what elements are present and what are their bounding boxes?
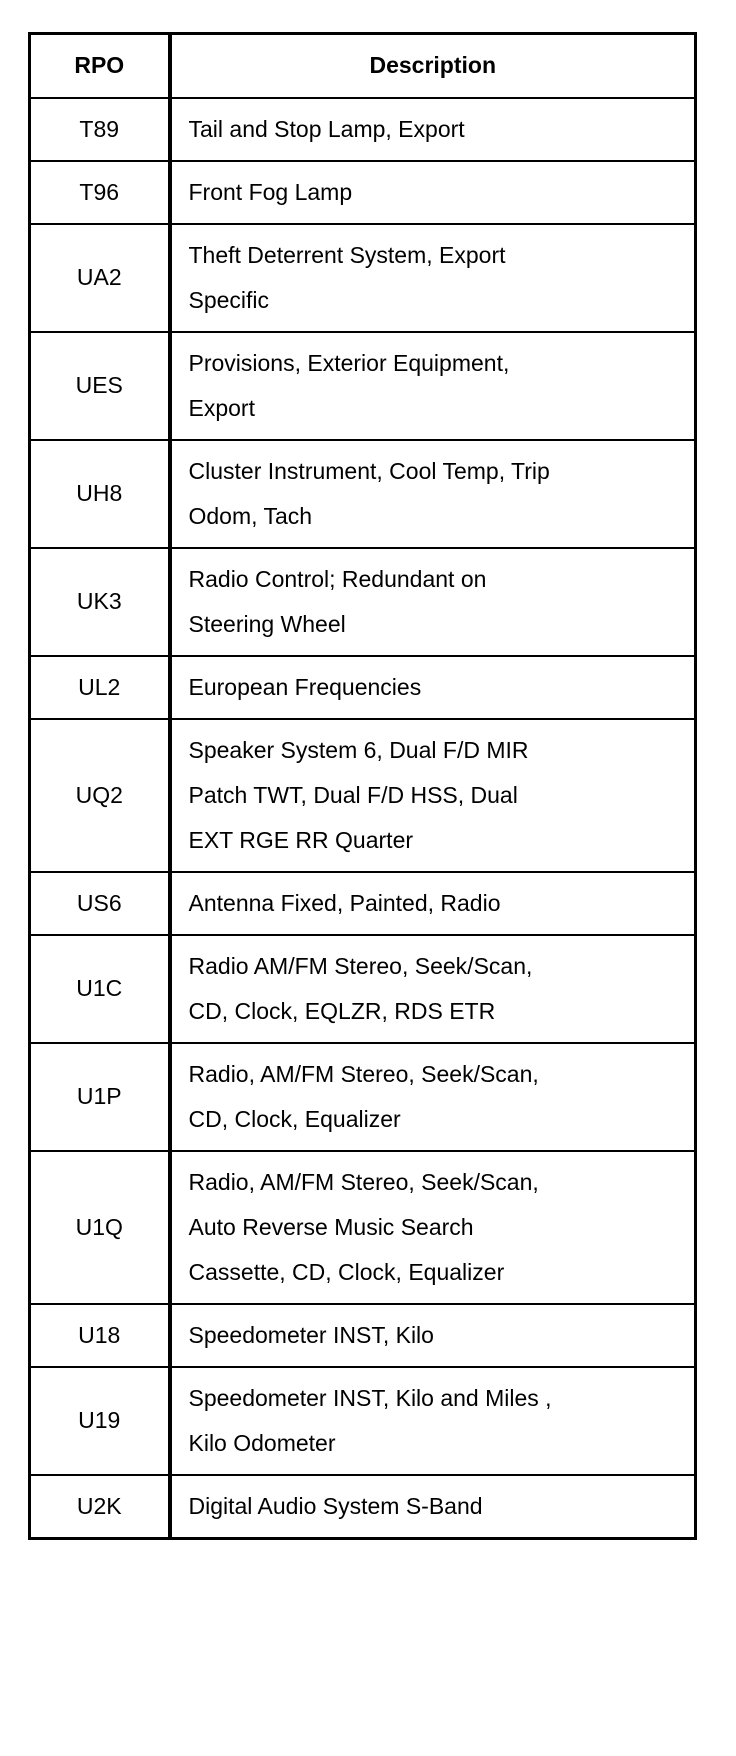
table-row <box>30 161 696 224</box>
rpo-description: Provisions, Exterior Equipment, Export <box>170 332 696 440</box>
rpo-code: U1C <box>30 935 170 1043</box>
table-row <box>30 332 696 440</box>
rpo-description: Cluster Instrument, Cool Temp, Trip Odom, Tach <box>170 440 696 548</box>
rpo-description: Radio AM/FM Stereo, Seek/Scan, CD, Clock, EQLZR, RDS ETR <box>170 935 696 1043</box>
table-row <box>30 1475 696 1539</box>
table-row <box>30 872 696 935</box>
rpo-description: Radio Control; Redundant on Steering Wheel <box>170 548 696 656</box>
rpo-description: Speedometer INST, Kilo <box>170 1304 696 1367</box>
table-body <box>30 98 696 1539</box>
table-header-row <box>30 34 696 98</box>
table-header <box>30 34 696 98</box>
table-row <box>30 1367 696 1475</box>
rpo-code: U1P <box>30 1043 170 1151</box>
rpo-code: U2K <box>30 1475 170 1539</box>
rpo-code: UK3 <box>30 548 170 656</box>
table-row <box>30 935 696 1043</box>
table-row <box>30 656 696 719</box>
rpo-table <box>28 32 697 1540</box>
table-row <box>30 98 696 161</box>
rpo-code: U19 <box>30 1367 170 1475</box>
rpo-code: T96 <box>30 161 170 224</box>
table-row <box>30 1043 696 1151</box>
rpo-description: Radio, AM/FM Stereo, Seek/Scan, Auto Reverse Music Search Cassette, CD, Clock, Equalizer <box>170 1151 696 1304</box>
rpo-description: Speaker System 6, Dual F/D MIR Patch TWT, Dual F/D HSS, Dual EXT RGE RR Quarter <box>170 719 696 872</box>
rpo-code: T89 <box>30 98 170 161</box>
table-row <box>30 224 696 332</box>
rpo-description: Tail and Stop Lamp, Export <box>170 98 696 161</box>
rpo-code: UQ2 <box>30 719 170 872</box>
rpo-description: Radio, AM/FM Stereo, Seek/Scan, CD, Clock, Equalizer <box>170 1043 696 1151</box>
table-row <box>30 1151 696 1304</box>
rpo-description: Antenna Fixed, Painted, Radio <box>170 872 696 935</box>
table-row <box>30 719 696 872</box>
rpo-column-header: RPO <box>30 34 170 98</box>
rpo-code: UH8 <box>30 440 170 548</box>
rpo-code: U1Q <box>30 1151 170 1304</box>
rpo-code: UL2 <box>30 656 170 719</box>
table-row <box>30 440 696 548</box>
rpo-description: European Frequencies <box>170 656 696 719</box>
table-row <box>30 548 696 656</box>
rpo-code: UES <box>30 332 170 440</box>
rpo-description: Theft Deterrent System, Export Specific <box>170 224 696 332</box>
rpo-description: Speedometer INST, Kilo and Miles , Kilo Odometer <box>170 1367 696 1475</box>
rpo-description: Front Fog Lamp <box>170 161 696 224</box>
table-row <box>30 1304 696 1367</box>
rpo-description: Digital Audio System S-Band <box>170 1475 696 1539</box>
description-column-header: Description <box>170 34 696 98</box>
rpo-code: US6 <box>30 872 170 935</box>
rpo-code: U18 <box>30 1304 170 1367</box>
rpo-code: UA2 <box>30 224 170 332</box>
